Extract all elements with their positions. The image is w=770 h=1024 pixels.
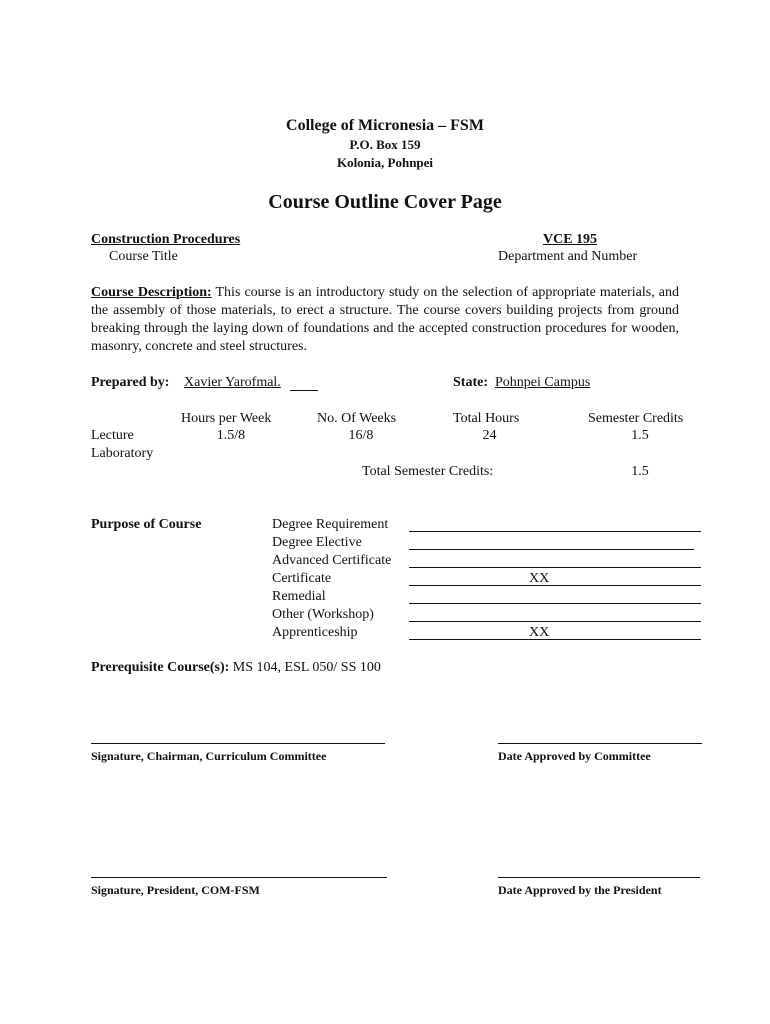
committee-date-line xyxy=(498,743,702,744)
location: Kolonia, Pohnpei xyxy=(336,155,434,170)
page-title: Course Outline Cover Page xyxy=(268,191,502,213)
purpose-item-line xyxy=(409,624,701,640)
purpose-item-label: Advanced Certificate xyxy=(272,553,392,568)
state-value: Pohnpei Campus xyxy=(495,375,591,390)
row-lecture-label: Lecture xyxy=(91,428,134,443)
total-credits-value: 1.5 xyxy=(631,464,649,479)
course-description-label: Course Description: xyxy=(91,285,212,300)
lecture-hours-per-week: 1.5/8 xyxy=(216,428,246,443)
purpose-item-label: Remedial xyxy=(272,589,326,604)
purpose-item-line xyxy=(409,570,701,586)
purpose-item-line xyxy=(409,534,694,550)
chairman-signature-line xyxy=(91,743,385,744)
purpose-item-label: Other (Workshop) xyxy=(272,607,374,622)
row-laboratory-label: Laboratory xyxy=(91,446,154,461)
prepared-by-value: Xavier Yarofmal. xyxy=(184,375,281,390)
total-credits-label: Total Semester Credits: xyxy=(362,464,494,479)
prerequisite-value: MS 104, ESL 050/ SS 100 xyxy=(232,660,381,675)
lecture-credits: 1.5 xyxy=(631,428,649,443)
college-name: College of Micronesia – FSM xyxy=(286,117,484,134)
prepared-by-label: Prepared by: xyxy=(91,375,170,390)
course-number-label: Department and Number xyxy=(498,249,638,264)
purpose-item-line xyxy=(409,516,701,532)
course-description xyxy=(91,284,679,356)
purpose-item-line xyxy=(409,588,701,604)
prepared-by-underline xyxy=(290,390,318,391)
purpose-item-label: Apprenticeship xyxy=(272,625,358,640)
chairman-signature-label: Signature, Chairman, Curriculum Committee xyxy=(91,749,327,763)
header-hours-per-week: Hours per Week xyxy=(181,411,272,426)
purpose-item-label: Degree Elective xyxy=(272,535,362,550)
header-semester-credits: Semester Credits xyxy=(588,411,684,426)
purpose-item-label: Degree Requirement xyxy=(272,517,389,532)
purpose-item-label: Certificate xyxy=(272,571,332,586)
purpose-item-mark: XX xyxy=(529,625,550,640)
course-description-text: This course is an introductory study on the selection of appropriate materials, and the assembly of those materials, to erect a structure. The course covers building projects from ground breaking through the laying down of foundations and the accepted construction procedures for wooden, masonry, concrete and steel structures. xyxy=(91,285,679,354)
course-title-value: Construction Procedures xyxy=(91,232,241,247)
purpose-item-line xyxy=(409,606,701,622)
president-date-line xyxy=(498,877,700,878)
prerequisite-label: Prerequisite Course(s): xyxy=(91,660,230,675)
purpose-label: Purpose of Course xyxy=(91,517,202,532)
po-box: P.O. Box 159 xyxy=(349,137,421,152)
lecture-total-hours: 24 xyxy=(482,428,497,443)
header-total-hours: Total Hours xyxy=(453,411,520,426)
state-label: State: xyxy=(453,375,488,390)
president-signature-label: Signature, President, COM-FSM xyxy=(91,883,260,897)
president-date-label: Date Approved by the President xyxy=(498,883,662,897)
president-signature-line xyxy=(91,877,387,878)
purpose-item-mark: XX xyxy=(529,571,550,586)
header-no-of-weeks: No. Of Weeks xyxy=(317,411,397,426)
purpose-item-line xyxy=(409,552,701,568)
committee-date-label: Date Approved by Committee xyxy=(498,749,651,763)
course-number-value: VCE 195 xyxy=(543,232,598,247)
course-title-label: Course Title xyxy=(109,249,178,264)
prerequisite xyxy=(91,659,381,677)
lecture-weeks: 16/8 xyxy=(348,428,374,443)
